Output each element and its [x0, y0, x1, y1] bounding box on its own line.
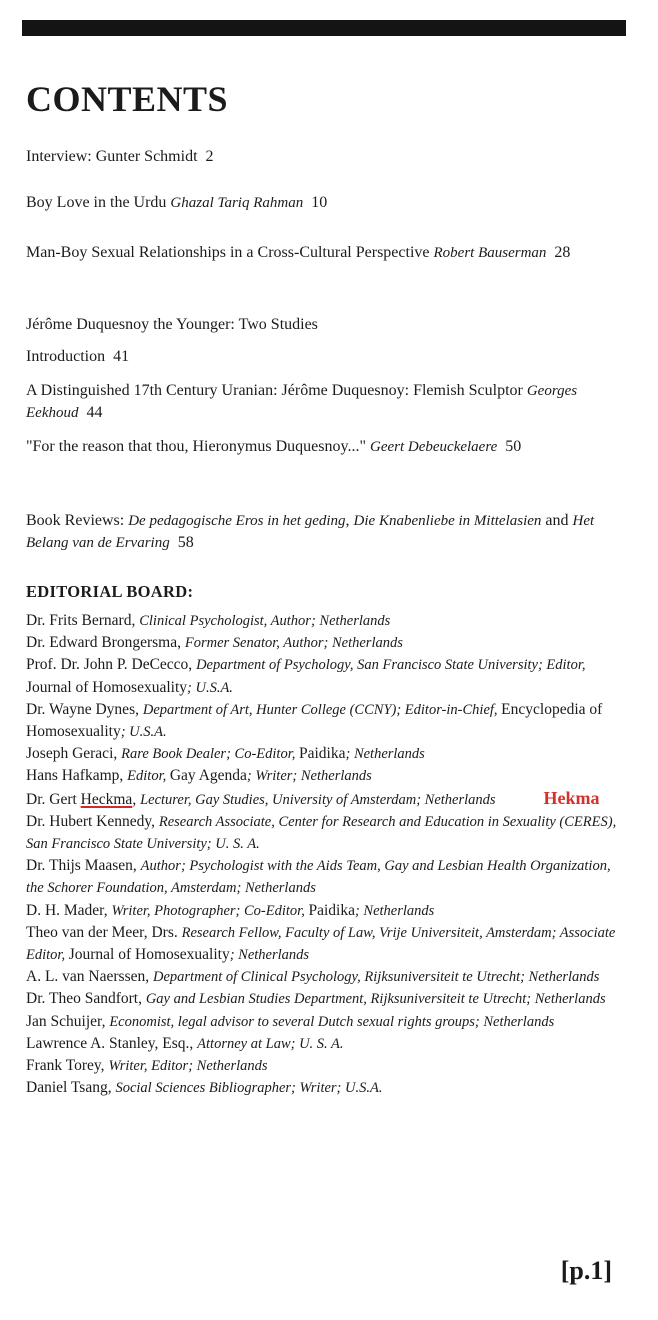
entry-page: 2 — [205, 148, 214, 165]
board-member — [26, 988, 630, 1010]
board-member — [26, 610, 630, 632]
member-name: Daniel Tsang, — [26, 1079, 116, 1097]
board-member — [26, 632, 630, 654]
contents-entry-uranian — [26, 380, 626, 424]
contents-entry-urdu — [26, 192, 626, 214]
member-role: Editor, — [127, 768, 170, 785]
entry-page: 44 — [86, 404, 103, 421]
member-journal: Gay Agenda — [169, 767, 247, 785]
entry-page: 58 — [177, 534, 194, 551]
member-name: D. H. Mader, — [26, 901, 112, 919]
member-country: ; Netherlands — [345, 746, 425, 763]
book-reviews-label: Book Reviews: — [26, 512, 129, 529]
member-name: Dr. Hubert Kennedy, — [26, 812, 159, 830]
page-number: [p.1] — [560, 1256, 612, 1285]
entry-page: 50 — [505, 438, 522, 455]
top-rule — [22, 20, 626, 36]
name-separator: , — [132, 790, 141, 808]
contents-entry-book-reviews — [26, 510, 626, 554]
member-role: Attorney at Law; U. S. A. — [197, 1035, 344, 1052]
member-country: ; Netherlands — [229, 947, 310, 964]
board-member — [26, 900, 630, 922]
contents-entry-introduction — [26, 346, 626, 368]
board-member — [26, 811, 630, 855]
entry-title: "For the reason that thou, Hieronymus Duquesnoy..." — [26, 438, 370, 455]
member-name: A. L. van Naerssen, — [26, 968, 153, 986]
contents-entry-interview — [26, 146, 626, 168]
member-role: Department of Clinical Psychology, Rijksuniversiteit te Utrecht; Netherlands — [152, 969, 600, 986]
entry-title: Jérôme Duquesnoy the Younger: Two Studies — [26, 316, 318, 333]
member-name: Theo van der Meer, Drs. — [26, 923, 182, 941]
member-role: Research Fellow, Faculty of Law, Vrije Universiteit, Amsterdam; Associate Editor, — [26, 924, 616, 964]
editorial-board-heading: EDITORIAL BOARD: — [26, 582, 194, 601]
member-name: Dr. Gert — [26, 790, 81, 808]
member-country: ; U.S.A. — [187, 679, 233, 696]
member-role: Department of Psychology, San Francisco State University; Editor, — [196, 657, 586, 674]
entry-title: Introduction — [26, 348, 106, 365]
member-name: Dr. Wayne Dynes, — [26, 700, 143, 718]
member-role: Rare Book Dealer; Co-Editor, — [121, 746, 299, 763]
entry-page: 41 — [113, 348, 130, 365]
entry-page: 28 — [554, 244, 571, 261]
board-member — [26, 855, 630, 899]
contents-entry-hieronymus — [26, 436, 626, 458]
member-name: Joseph Geraci, — [26, 745, 122, 763]
member-country: ; Writer; Netherlands — [246, 768, 372, 785]
entry-author: Georges Eekhoud — [26, 383, 578, 421]
member-name: Prof. Dr. John P. DeCecco, — [26, 656, 197, 674]
member-role: Research Associate, Center for Research and Education in Sexuality (CERES), San Francisco State University; U. S. A. — [26, 813, 617, 853]
member-role: Gay and Lesbian Studies Department, Rijksuniversiteit te Utrecht; Netherlands — [145, 991, 606, 1008]
member-role: Writer, Editor; Netherlands — [108, 1058, 268, 1075]
member-role: Author; Psychologist with the Aids Team, Gay and Lesbian Health Organization, the Schorer Foundation, Amsterdam; Netherlands — [26, 858, 611, 897]
board-member — [26, 654, 630, 698]
editorial-board-list — [26, 610, 630, 1099]
member-role: Former Senator, Author; Netherlands — [184, 635, 403, 652]
member-journal: Journal of Homosexuality — [26, 678, 188, 696]
member-name: Dr. Edward Brongersma, — [26, 634, 185, 652]
member-role: Economist, legal advisor to several Dutch sexual rights groups; Netherlands — [109, 1013, 555, 1030]
contents-entry-duquesnoy — [26, 314, 626, 336]
board-member — [26, 1033, 630, 1055]
member-name: Dr. Thijs Maasen, — [26, 857, 141, 875]
entry-title: Boy Love in the Urdu — [26, 194, 171, 211]
board-member — [26, 765, 630, 787]
member-name: Dr. Theo Sandfort, — [26, 990, 146, 1008]
member-role: Clinical Psychologist, Author; Netherlands — [139, 613, 391, 629]
review-title: Die Knabenliebe in Mittelasien — [353, 513, 542, 529]
member-name: Jan Schuijer, — [26, 1012, 110, 1030]
member-name: Lawrence A. Stanley, Esq., — [26, 1034, 198, 1052]
misspelled-name: Heckma — [80, 790, 133, 808]
board-member — [26, 1055, 630, 1077]
contents-entry-man-boy — [26, 242, 626, 264]
separator: , — [345, 512, 354, 529]
board-member — [26, 788, 630, 811]
board-member — [26, 743, 630, 765]
contents-title: CONTENTS — [26, 79, 229, 119]
board-member — [26, 699, 630, 743]
entry-title: Interview: Gunter Schmidt — [26, 148, 198, 165]
board-member — [26, 922, 630, 966]
member-journal: Journal of Homosexuality — [68, 946, 230, 964]
member-country: ; U.S.A. — [120, 724, 167, 741]
entry-author: Geert Debeuckelaere — [369, 439, 498, 455]
handwritten-correction: Hekma — [543, 787, 600, 808]
member-role: Lecturer, Gay Studies, University of Amsterdam; Netherlands — [140, 791, 496, 808]
entry-title: Man-Boy Sexual Relationships in a Cross-Cultural Perspective — [26, 244, 434, 261]
entry-page: 10 — [311, 194, 328, 211]
entry-author: Robert Bauserman — [433, 245, 547, 261]
review-title: Het Belang van de Ervaring — [26, 513, 595, 551]
member-name: Dr. Frits Bernard, — [26, 612, 140, 629]
member-journal: Encyclopedia of Homosexuality — [26, 700, 603, 741]
board-member — [26, 1077, 630, 1099]
review-title: De pedagogische Eros in het geding — [128, 513, 346, 529]
member-name: Frank Torey, — [26, 1057, 109, 1075]
separator: and — [541, 512, 573, 529]
member-role: Social Sciences Bibliographer; Writer; U.S.A. — [115, 1080, 383, 1097]
member-role: Department of Art, Hunter College (CCNY); Editor-in-Chief, — [142, 701, 502, 718]
member-journal: Paidika — [298, 745, 346, 763]
entry-author: Ghazal Tariq Rahman — [170, 195, 304, 211]
member-name: Hans Hafkamp, — [26, 767, 128, 785]
board-member — [26, 966, 630, 988]
member-role: Writer, Photographer; Co-Editor, — [111, 902, 309, 919]
member-country: ; Netherlands — [354, 902, 435, 919]
entry-title: A Distinguished 17th Century Uranian: Jérôme Duquesnoy: Flemish Sculptor — [26, 382, 527, 399]
member-journal: Paidika — [308, 901, 355, 919]
board-member — [26, 1011, 630, 1033]
